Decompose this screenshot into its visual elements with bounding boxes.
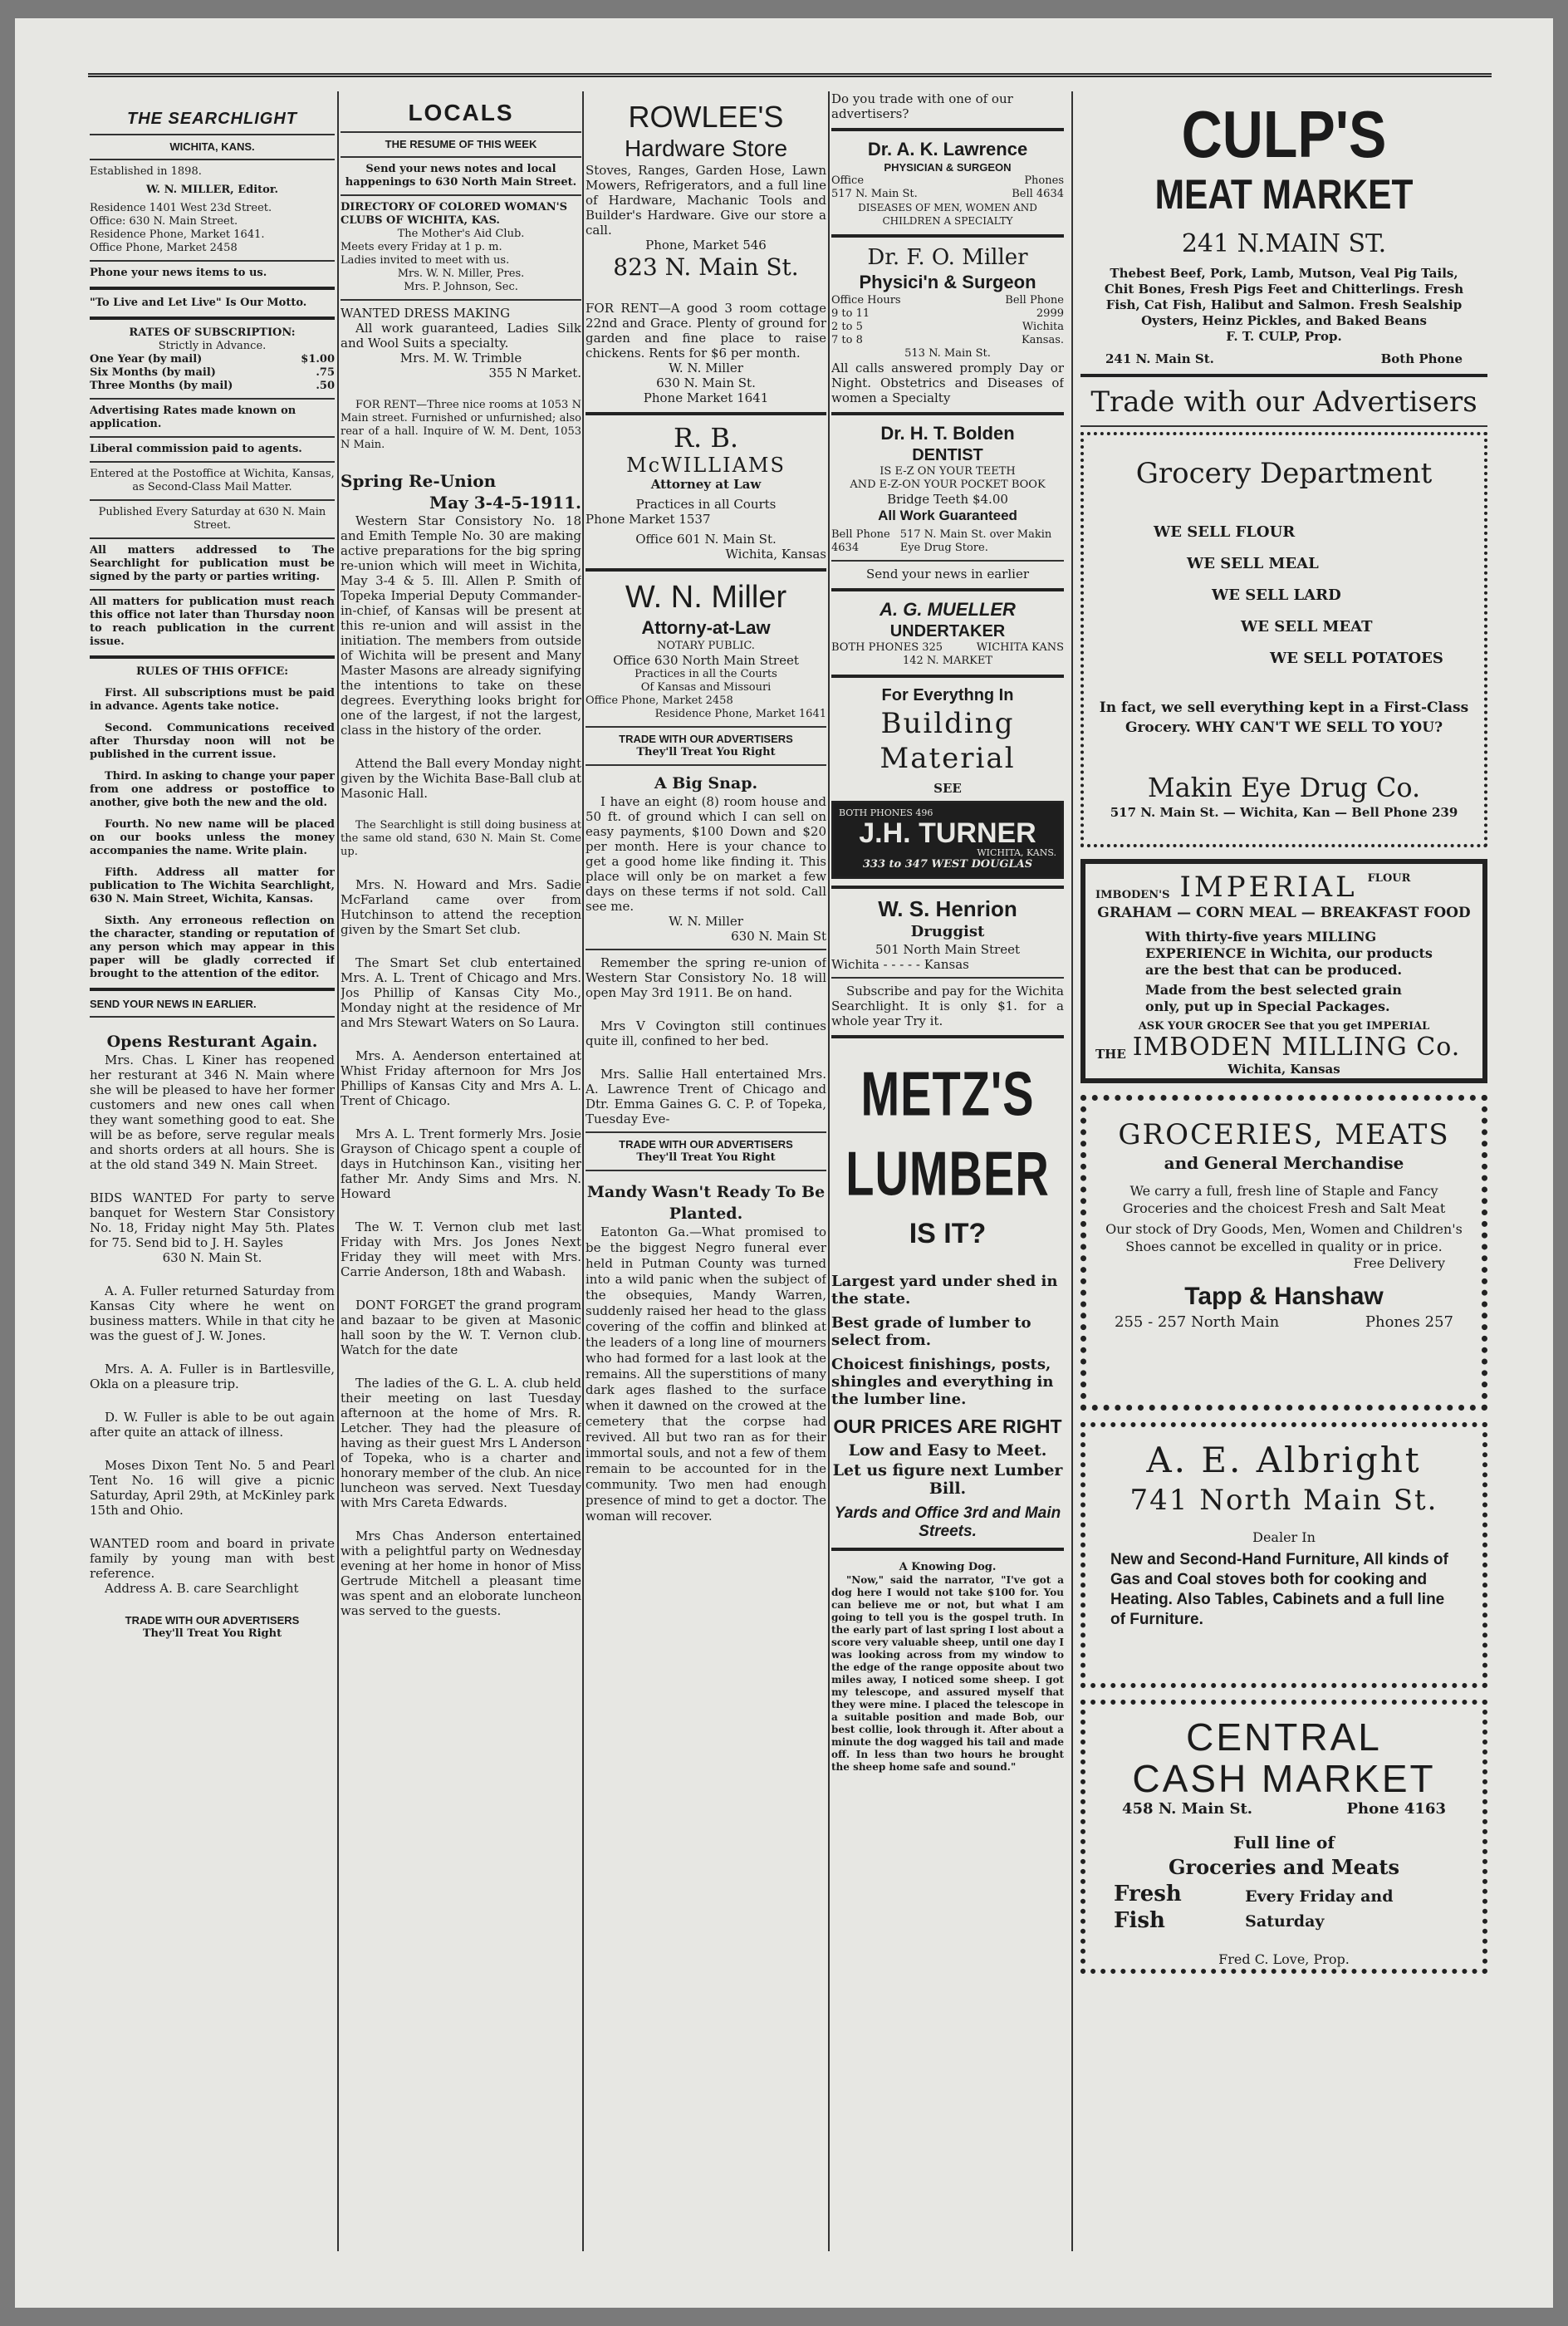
vernon-item: The W. T. Vernon club met last Friday with Mrs. Jos Jones Next Friday they will meet with Mrs. Carrie Anderson, 18th and Wabash. bbox=[341, 1219, 581, 1279]
locals-heading: LOCALS bbox=[408, 100, 514, 125]
newspaper-page bbox=[15, 18, 1553, 2308]
column-rule bbox=[1071, 91, 1073, 2251]
imboden-the: THE bbox=[1095, 1047, 1126, 1062]
trade-banner-sub: They'll Treat You Right bbox=[636, 746, 776, 758]
directory-meets: Meets every Friday at 1 p. m. bbox=[341, 241, 502, 253]
restaurant-headline: Opens Resturant Again. bbox=[106, 1033, 318, 1051]
miller-phone-number: 2999 bbox=[1036, 307, 1064, 320]
spring-date: May 3-4-5-1911. bbox=[429, 493, 581, 513]
ball-notice: Attend the Ball every Monday night given by the Wichita Base-Ball club at Masonic Hall. bbox=[341, 756, 581, 801]
turner-sign bbox=[831, 801, 1064, 879]
trent-item: Mrs A. L. Trent formerly Mrs. Josie Grayson of Chicago spent a couple of days in Hutchinson Kan., visiting her father Mr. Andy Sims and Mrs. N. Howard bbox=[341, 1126, 581, 1201]
albright-body: New and Second-Hand Furniture, All kinds of Gas and Coal stoves both for cooking and Heating. Also Tables, Cabinets and a full line of Furniture. bbox=[1110, 1551, 1448, 1628]
turner-city: WICHITA, KANS. bbox=[977, 847, 1056, 858]
directory-ladies: Ladies invited to meet with us. bbox=[341, 254, 510, 267]
snap-name: W. N. Miller bbox=[669, 914, 743, 929]
imboden-body-2: Made from the best selected grain only, put up in Special Packages. bbox=[1145, 982, 1402, 1014]
cottage-rent: FOR RENT—A good 3 room cottage 22nd and Grace. Plenty of ground for garden and fine place to raise chickens. Rents for $6 per month. bbox=[586, 301, 826, 361]
rb-office: Office 601 N. Main St. bbox=[635, 532, 777, 547]
mandy-headline: Mandy Wasn't Ready To Be Planted. bbox=[586, 1183, 826, 1223]
howard-item: Mrs. N. Howard and Mrs. Sadie McFarland came over from Hutchinson to attend the reception given by the Smart Set club. bbox=[341, 877, 581, 937]
trade-banner-sub: They'll Treat You Right bbox=[636, 1151, 776, 1164]
residence-phone: Residence Phone, Market 1641. bbox=[90, 228, 265, 241]
bolden-phone-number: 4634 bbox=[831, 542, 860, 554]
culp-prop: F. T. CULP, Prop. bbox=[1226, 329, 1342, 344]
rule-item: Third. In asking to change your paper from one address or postoffice to another, give both the new and the old. bbox=[90, 770, 335, 809]
metz-feature-1: Largest yard under shed in the state. bbox=[831, 1273, 1058, 1308]
column-ads-1 bbox=[586, 91, 826, 2251]
wn-phone-1: Office Phone, Market 2458 bbox=[586, 694, 733, 707]
tapp-free-delivery: Free Delivery bbox=[1353, 1255, 1445, 1271]
tapp-subheading: and General Merchandise bbox=[1164, 1153, 1404, 1173]
masthead-location: WICHITA, KANS. bbox=[169, 140, 255, 153]
resume-heading: THE RESUME OF THIS WEEK bbox=[385, 138, 537, 150]
bolden-name: Dr. H. T. Bolden bbox=[880, 423, 1015, 444]
imboden-ad bbox=[1080, 859, 1487, 1083]
commission: Liberal commission paid to agents. bbox=[90, 443, 302, 455]
tapp-heading: GROCERIES, MEATS bbox=[1118, 1118, 1450, 1151]
office-phone: Office Phone, Market 2458 bbox=[90, 242, 238, 254]
lawrence-address: 517 N. Main St. bbox=[831, 188, 918, 200]
wanted-room: WANTED room and board in private family by young man with best reference. bbox=[90, 1536, 335, 1581]
turner-phone: BOTH PHONES 496 bbox=[839, 807, 933, 818]
top-rule bbox=[88, 73, 1492, 80]
central-fish: Fresh Fish bbox=[1114, 1882, 1182, 1933]
miller-city: Wichita bbox=[1022, 321, 1064, 333]
central-line-2: CASH MARKET bbox=[1132, 1757, 1436, 1800]
imboden-small: IMBODEN'S bbox=[1095, 889, 1170, 901]
lawrence-bell: Bell 4634 bbox=[1012, 188, 1064, 200]
rule-item: Fifth. Address all matter for publication to The Wichita Searchlight, 630 N. Main Street, Wichita, Kansas. bbox=[90, 866, 335, 905]
fuller-item-2: Mrs. A. A. Fuller is in Bartlesville, Okla on a pleasure trip. bbox=[90, 1362, 335, 1391]
news-note: Phone your news items to us. bbox=[90, 267, 267, 279]
grocery-fact: In fact, we sell everything kept in a First-Class Grocery. WHY CAN'T WE SELL TO YOU? bbox=[1099, 699, 1469, 736]
wn-name: W. N. Miller bbox=[625, 580, 787, 615]
directory-club: The Mother's Aid Club. bbox=[397, 228, 525, 240]
central-cash-ad bbox=[1080, 1700, 1487, 1974]
tapp-body-2: Our stock of Dry Goods, Men, Women and Children's Shoes cannot be excelled in quality or in price. bbox=[1105, 1221, 1463, 1254]
rate-row: Three Months (by mail) .50 bbox=[90, 380, 335, 392]
rowlee-sub: Hardware Store bbox=[624, 135, 788, 161]
dress-address: 355 N Market. bbox=[488, 366, 581, 380]
metz-prices: OUR PRICES ARE RIGHT bbox=[833, 1416, 1062, 1437]
central-line-1: CENTRAL bbox=[1186, 1715, 1382, 1759]
dress-heading: WANTED DRESS MAKING bbox=[341, 306, 511, 321]
wn-phone-2: Residence Phone, Market 1641 bbox=[654, 708, 826, 720]
trade-banner: TRADE WITH OUR ADVERTISERS bbox=[125, 1614, 300, 1627]
culp-address: 241 N.MAIN ST. bbox=[1181, 229, 1387, 258]
rates-sub: Strictly in Advance. bbox=[158, 340, 267, 352]
rates-heading: RATES OF SUBSCRIPTION: bbox=[129, 326, 296, 339]
chas-item: Mrs Chas Anderson entertained with a pelightful party on Wednesday evening at her home in honor of Miss Gertrude Mitchell a pleasant time was spent and an eloborate luncheon was served to the guests. bbox=[341, 1529, 581, 1618]
column-rule bbox=[828, 91, 830, 2251]
central-phone: Phone 4163 bbox=[1346, 1800, 1446, 1818]
culp-address-2: 241 N. Main St. bbox=[1105, 351, 1214, 366]
metz-line-3: IS IT? bbox=[909, 1218, 987, 1249]
central-full-line: Full line of bbox=[1233, 1833, 1335, 1852]
rent-notice: FOR RENT—Three nice rooms at 1053 N Main street. Furnished or unfurnished; also rear of a hall. Inquire of W. M. Dent, 1053 N Main. bbox=[341, 399, 581, 451]
rowlee-address: 823 N. Main St. bbox=[613, 253, 799, 281]
lawrence-office-label: Office bbox=[831, 174, 865, 187]
snap-address: 630 N. Main St bbox=[731, 929, 826, 944]
culp-title: MEAT MARKET bbox=[1154, 171, 1414, 218]
rb-city: Wichita, Kansas bbox=[725, 547, 826, 562]
column-masthead bbox=[90, 91, 335, 2251]
fuller-item-1: A. A. Fuller returned Saturday from Kansas City where he went on business matters. While in that city he was the guest of J. W. Jones. bbox=[90, 1283, 335, 1343]
entered-notice: Entered at the Postoffice at Wichita, Kansas, as Second-Class Mail Matter. bbox=[90, 468, 335, 493]
miller-hours-2: 2 to 5 bbox=[831, 321, 863, 333]
aenderson-item: Mrs. A. Aenderson entertained at Whist Friday afternoon for Mrs Jos Phillips of Kansas City and Mrs A. L. Trent of Chicago. bbox=[341, 1048, 581, 1108]
tapp-body-1: We carry a full, fresh line of Staple and Fancy Groceries and the choicest Fresh and Salt Meat bbox=[1122, 1183, 1446, 1216]
dont-forget-item: DONT FORGET the grand program and bazaar to be given at Masonic hall soon by the W. T. Vernon club. Watch for the date bbox=[341, 1298, 581, 1357]
column-locals bbox=[341, 91, 581, 2251]
albright-name: A. E. Albright bbox=[1146, 1440, 1422, 1480]
building-line-3: Material bbox=[880, 742, 1016, 775]
dog-body: "Now," said the narrator, "I've got a dog here I would not take $100 for. You can believe me or not, but what I am going to tell you is the gospel truth. In the early part of last spring I lost about a score very valuable sheep, until one day I was looking across from my window to the edge of the range opposite about two miles away, I noticed some sheep. I got my telescope, and assured myself that they were mine. I placed the telescope in a suitable position and made Bob, our best collie, look through it. After about a minute the dog wagged his tail and made off. In less than two hours he brought the sheep home safe and sound." bbox=[831, 1574, 1064, 1773]
cottage-address: 630 N. Main St. bbox=[656, 375, 756, 390]
reunion-reminder: Remember the spring re-union of Western Star Consistory No. 18 will open May 3rd 1911. Be on hand. bbox=[586, 955, 826, 1000]
snap-headline: A Big Snap. bbox=[654, 774, 758, 793]
dress-name: Mrs. M. W. Trimble bbox=[399, 351, 522, 366]
miller-hours-3: 7 to 8 bbox=[831, 334, 863, 346]
mueller-address: 142 N. MARKET bbox=[902, 655, 993, 667]
miller-body: All calls answered promply Day or Night. Obstetrics and Diseases of women a Specialty bbox=[831, 361, 1064, 405]
miller-state: Kansas. bbox=[1021, 334, 1064, 346]
metz-easy: Low and Easy to Meet. bbox=[848, 1441, 1047, 1460]
rb-name: R. B. bbox=[673, 422, 739, 454]
trade-question: Do you trade with one of our advertisers? bbox=[831, 91, 1013, 121]
rule-item: Fourth. No new name will be placed on our books unless the money accompanies the name. Write plain. bbox=[90, 818, 335, 857]
advertising-rates: Advertising Rates made known on application. bbox=[90, 405, 296, 430]
dress-body: All work guaranteed, Ladies Silk and Wool Suits a specialty. bbox=[341, 321, 581, 351]
bolden-line-3: Bridge Teeth $4.00 bbox=[887, 492, 1008, 507]
masthead-title: THE SEARCHLIGHT bbox=[127, 110, 297, 128]
motto: "To Live and Let Live" Is Our Motto. bbox=[90, 297, 307, 309]
rb-title: Attorney at Law bbox=[650, 477, 762, 492]
building-see: SEE bbox=[933, 781, 962, 796]
wn-courts-1: Practices in all the Courts bbox=[635, 668, 777, 680]
tapp-phones: Phones 257 bbox=[1365, 1313, 1453, 1331]
wn-courts-2: Of Kansas and Missouri bbox=[640, 681, 772, 694]
imboden-imperial: IMPERIAL bbox=[1179, 871, 1358, 904]
metz-line-2: LUMBER bbox=[845, 1137, 1050, 1209]
bids-wanted: BIDS WANTED For party to serve banquet for Western Star Consistory No. 18, Friday night May 5th. Plates for 75. Send bid to J. H. Sayles bbox=[90, 1190, 335, 1250]
mueller-city: WICHITA KANS bbox=[976, 641, 1064, 654]
rb-phone: Phone Market 1537 bbox=[586, 512, 711, 527]
matters-notice-1: All matters addressed to The Searchlight for publication must be signed by the party or parties writing. bbox=[90, 544, 335, 583]
lawrence-name: Dr. A. K. Lawrence bbox=[867, 139, 1028, 159]
metz-feature-2: Best grade of lumber to select from. bbox=[831, 1314, 1031, 1349]
culp-phone: Both Phone bbox=[1380, 351, 1463, 366]
mueller-name: A. G. MUELLER bbox=[880, 599, 1016, 620]
henrion-title: Druggist bbox=[910, 923, 985, 940]
matters-notice-2: All matters for publication must reach this office not later than Thursday noon to reach publication in the current issue. bbox=[90, 596, 335, 648]
henrion-city: Wichita - - - - - Kansas bbox=[831, 957, 969, 972]
spring-body: Western Star Consistory No. 18 and Emith Temple No. 30 are making active preparations for the big spring re-union which will meet in Wichita, May 3-4 & 5. Ill. Allen P. Smith of Topeka Imperial Deputy Commander-in-chief, of Kansas will be present at this re-union and will assist in the initiation. The members from outside of Wichita will be present and Many Master Masons are already signifying the intentions to take on these degrees. Everything looks bright for one of the largest, if not the largest, class in the history of the order. bbox=[341, 513, 581, 738]
send-news-earlier: Send your news in earlier bbox=[866, 567, 1029, 582]
makin-address: 517 N. Main St. — Wichita, Kan — Bell Phone 239 bbox=[1110, 805, 1458, 820]
column-ads-2 bbox=[831, 91, 1064, 2251]
covington-item: Mrs V Covington still continues quite ill, confined to her bed. bbox=[586, 1018, 826, 1048]
miller-title: Physici'n & Surgeon bbox=[859, 272, 1036, 292]
imboden-line: GRAHAM — CORN MEAL — BREAKFAST FOOD bbox=[1097, 905, 1471, 921]
rowlee-phone: Phone, Market 546 bbox=[645, 238, 767, 253]
bolden-address: 517 N. Main St. over Makin Eye Drug Store. bbox=[899, 528, 1052, 554]
mueller-title: UNDERTAKER bbox=[889, 622, 1006, 640]
residence: Residence 1401 West 23d Street. bbox=[90, 202, 272, 214]
metz-line-1: METZ'S bbox=[860, 1057, 1035, 1129]
imboden-city: Wichita, Kansas bbox=[1227, 1062, 1340, 1077]
rowlee-body: Stoves, Ranges, Garden Hose, Lawn Mowers, Refrigerators, and a full line of Hardware, Machanic Tools and Builder's Hardware. Give our store a call. bbox=[586, 163, 826, 238]
henrion-name: W. S. Henrion bbox=[878, 896, 1017, 921]
central-address: 458 N. Main St. bbox=[1122, 1800, 1253, 1818]
bolden-line-1: IS E-Z ON YOUR TEETH bbox=[880, 465, 1016, 478]
rule-item: Second. Communications received after Thursday noon will not be published in the current issue. bbox=[90, 722, 335, 761]
directory-sec: Mrs. P. Johnson, Sec. bbox=[404, 281, 518, 293]
lawrence-title: PHYSICIAN & SURGEON bbox=[884, 161, 1012, 174]
bolden-line-2: AND E-Z-ON YOUR POCKET BOOK bbox=[850, 478, 1046, 491]
established: Established in 1898. bbox=[90, 165, 202, 178]
snap-body: I have an eight (8) room house and 50 ft. of ground which I can sell on easy payments, $100 Down and $20 per month. Here is your chance to get a good home like finding it. This place will only be on market a few days on these terms if not sold. Call see me. bbox=[586, 794, 826, 914]
albright-address: 741 North Main St. bbox=[1129, 1484, 1438, 1517]
fuller-item-3: D. W. Fuller is able to be out again after quite an attack of illness. bbox=[90, 1410, 335, 1440]
turner-name: J.H. TURNER bbox=[859, 817, 1036, 849]
miller-hours-label: Office Hours bbox=[831, 294, 901, 307]
henrion-address: 501 North Main Street bbox=[875, 942, 1020, 957]
trade-banner-sub: They'll Treat You Right bbox=[142, 1627, 282, 1640]
gla-item: The ladies of the G. L. A. club held their meeting on last Tuesday afternoon at the home of Mrs. R. Letcher. They had the pleasure of having as their guest Mrs L Anderson of Topeka, who is a charter and honorary member of the club. An nice luncheon was served. Next Tuesday with Mrs Careta Edwards. bbox=[341, 1376, 581, 1510]
culp-body: Thebest Beef, Pork, Lamb, Mutson, Veal Pig Tails, Chit Bones, Fresh Pigs Feet and Chitterlings. Fresh Fish, Cat Fish, Halibut and Salmon. Fresh Sealship Oysters, Heinz Pickles, and Baked Beans bbox=[1104, 266, 1464, 328]
rate-row: One Year (by mail) $1.00 bbox=[90, 353, 335, 366]
column-display-ads bbox=[1080, 91, 1487, 2251]
rule-item: First. All subscriptions must be paid in advance. Agents take notice. bbox=[90, 687, 335, 713]
metz-feature-3: Choicest finishings, posts, shingles and everything in the lumber line. bbox=[831, 1356, 1054, 1408]
cottage-name: W. N. Miller bbox=[669, 361, 743, 375]
culp-name: CULP'S bbox=[1181, 97, 1387, 171]
directory-heading: DIRECTORY OF COLORED WOMAN'S CLUBS OF WICHITA, KAS. bbox=[341, 201, 567, 227]
central-days: Every Friday and Saturday bbox=[1245, 1887, 1394, 1931]
albright-ad bbox=[1080, 1422, 1487, 1688]
grocery-heading: Grocery Department bbox=[1135, 457, 1433, 490]
rules-heading: RULES OF THIS OFFICE: bbox=[135, 665, 289, 678]
makin-name: Makin Eye Drug Co. bbox=[1147, 772, 1421, 803]
trade-advertisers-heading: Trade with our Advertisers bbox=[1090, 385, 1477, 419]
business-notice: The Searchlight is still doing business at the same old stand, 630 N. Main St. Come up. bbox=[341, 819, 581, 858]
metz-yards: Yards and Office 3rd and Main Streets. bbox=[834, 1504, 1061, 1540]
lawrence-phones-label: Phones bbox=[1024, 174, 1064, 187]
editor: W. N. MILLER, Editor. bbox=[145, 184, 279, 196]
grocery-item: WE SELL LARD bbox=[1212, 586, 1341, 604]
central-prop: Fred C. Love, Prop. bbox=[1218, 1951, 1350, 1967]
grocery-ad bbox=[1080, 432, 1487, 847]
imboden-flour: FLOUR bbox=[1367, 872, 1411, 885]
tapp-address: 255 - 257 North Main bbox=[1115, 1313, 1280, 1331]
mueller-phones: BOTH PHONES 325 bbox=[831, 641, 943, 654]
tapp-hanshaw-ad bbox=[1080, 1095, 1487, 1411]
spring-headline: Spring Re-Union bbox=[341, 471, 497, 491]
bolden-line-4: All Work Guaranteed bbox=[878, 508, 1017, 523]
rb-surname: McWILLIAMS bbox=[626, 454, 786, 477]
imboden-body-1: With thirty-five years MILLING EXPERIENCE in Wichita, our products are the best that can be produced. bbox=[1145, 929, 1433, 978]
wn-office: Office 630 North Main Street bbox=[613, 653, 799, 668]
metz-figure: Let us figure next Lumber Bill. bbox=[832, 1461, 1063, 1498]
albright-dealer: Dealer In bbox=[1252, 1529, 1316, 1545]
building-line-2: Building bbox=[880, 707, 1015, 740]
rule-item: Sixth. Any erroneous reflection on the character, standing or reputation of any person which may appear in this paper will be gladly corrected if brought to the attention of the editor. bbox=[90, 915, 335, 980]
bolden-bell-label: Bell Phone bbox=[831, 528, 890, 541]
smartset-item: The Smart Set club entertained Mrs. A. L. Trent of Chicago and Mrs. Jos Phillip of Kansas City Mo., Monday night at the residence of Mr and Mrs Stewart Waters on So Laura. bbox=[341, 955, 581, 1030]
bids-address: 630 N. Main St. bbox=[162, 1250, 262, 1265]
lawrence-specialty: DISEASES OF MEN, WOMEN AND CHILDREN A SPECIALTY bbox=[858, 202, 1037, 227]
cottage-phone: Phone Market 1641 bbox=[643, 390, 769, 405]
column-rule bbox=[582, 91, 584, 2251]
central-groceries: Groceries and Meats bbox=[1168, 1855, 1400, 1879]
rate-row: Six Months (by mail) .75 bbox=[90, 366, 335, 379]
directory-pres: Mrs. W. N. Miller, Pres. bbox=[397, 267, 525, 280]
bolden-title: DENTIST bbox=[912, 446, 983, 464]
subscribe-notice: Subscribe and pay for the Wichita Searchlight. It is only $1. for a whole year Try it. bbox=[831, 984, 1064, 1028]
office-address: Office: 630 N. Main Street. bbox=[90, 215, 238, 228]
miller-bell-label: Bell Phone bbox=[1005, 294, 1064, 307]
restaurant-body: Mrs. Chas. L Kiner has reopened her resturant at 346 N. Main where she will be pleased to have her former customers and new ones call when they want something good to eat. She will be as before, serve regular meals and shorts orders at all hours. She is at the old stand 349 N. Main Street. bbox=[90, 1053, 335, 1172]
imboden-company: IMBODEN MILLING Co. bbox=[1132, 1033, 1461, 1062]
tapp-name: Tapp & Hanshaw bbox=[1184, 1283, 1384, 1310]
wn-title: Attorny-at-Law bbox=[641, 617, 771, 638]
wn-notary: NOTARY PUBLIC. bbox=[657, 640, 755, 652]
grocery-item: WE SELL FLOUR bbox=[1154, 523, 1296, 541]
mandy-body: Eatonton Ga.—What promised to be the biggest Negro funeral ever held in Putman County was turned into a wild panic when the subject of the obsequies, Mandy Warren, suddenly raised her head to the glass covering of the coffin and blinked at the leaders of a long line of mourners who had formed for a last look at the remains. All the superstitions of many dark ages flashed to the surface when it dawned on the crowed at the cemetery that the corpse had revived. All but two ran as for their immortal souls, and not a few of them remain to be accounted for in the community. Two men had enough presence of mind to get a doctor. The woman will recover. bbox=[586, 1224, 826, 1524]
hall-item: Mrs. Sallie Hall entertained Mrs. A. Lawrence Trent of Chicago and Dtr. Emma Gaines G. C. P. of Topeka, Tuesday Eve- bbox=[586, 1067, 826, 1126]
building-line-1: For Everythng In bbox=[881, 686, 1014, 704]
dog-headline: A Knowing Dog. bbox=[899, 1561, 997, 1573]
grocery-item: WE SELL MEAL bbox=[1187, 555, 1319, 572]
trade-banner: TRADE WITH OUR ADVERTISERS bbox=[619, 733, 793, 745]
column-rule bbox=[337, 91, 339, 2251]
grocery-item: WE SELL POTATOES bbox=[1270, 650, 1443, 667]
turner-address: 333 to 347 WEST DOUGLAS bbox=[862, 858, 1033, 871]
miller-hours-1: 9 to 11 bbox=[831, 307, 870, 320]
trade-banner: TRADE WITH OUR ADVERTISERS bbox=[619, 1138, 793, 1151]
miller-name: Dr. F. O. Miller bbox=[867, 245, 1028, 270]
send-notes: Send your news notes and local happenings to 630 North Main Street. bbox=[345, 163, 577, 189]
published-notice: Published Every Saturday at 630 N. Main Street. bbox=[98, 506, 326, 532]
wanted-address: Address A. B. care Searchlight bbox=[105, 1581, 299, 1596]
miller-address: 513 N. Main St. bbox=[904, 347, 991, 360]
send-news: SEND YOUR NEWS IN EARLIER. bbox=[90, 998, 257, 1010]
grocery-item: WE SELL MEAT bbox=[1241, 618, 1373, 635]
dixon-picnic: Moses Dixon Tent No. 5 and Pearl Tent No. 16 will give a picnic Saturday, April 29th, at McKinley park 15th and Ohio. bbox=[90, 1458, 335, 1518]
rb-courts: Practices in all Courts bbox=[635, 497, 777, 512]
imboden-ask: ASK YOUR GROCER See that you get IMPERIAL bbox=[1138, 1020, 1430, 1033]
rowlee-name: ROWLEE'S bbox=[628, 100, 784, 134]
